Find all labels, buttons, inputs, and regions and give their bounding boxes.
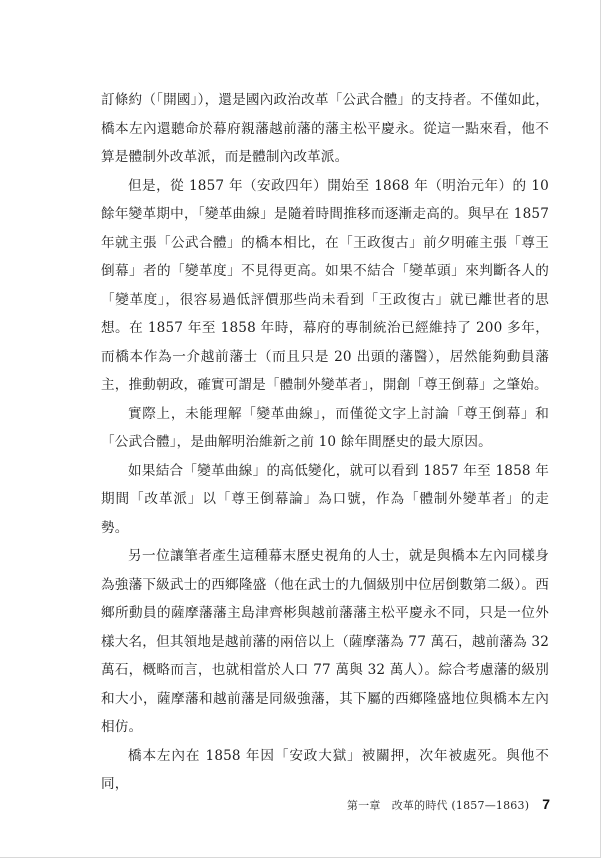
page-footer bbox=[280, 796, 550, 816]
paragraph-misunderstanding: 實際上，未能理解「變革曲線」，而僅從文字上討論「尊王倒幕」和「公武合體」，是曲解明治維新之前 10 餘年間歷史的最大原因。 bbox=[101, 405, 549, 450]
paragraph-reform-trend: 如果結合「變革曲線」的高低變化，就可以看到 1857 年至 1858 年期間「改革派」以「尊王倒幕論」為口號，作為「體制外變革者」的走勢。 bbox=[101, 462, 549, 536]
running-head: 第一章 改革的時代 (1857—1863) bbox=[346, 799, 530, 812]
body-text bbox=[101, 86, 549, 799]
page-number: 7 bbox=[542, 796, 550, 812]
paragraph-continuation: 訂條約（「開國」），還是國內政治改革「公武合體」的支持者。不僅如此，橋本左內還聽命於幕府親藩越前藩的藩主松平慶永。從這一點來看，他不算是體制外改革派，而是體制內改革派。 bbox=[101, 92, 549, 165]
paragraph-saigo-takamori: 另一位讓筆者產生這種幕末歷史視角的人士，就是與橋本左內同樣身為強藩下級武士的西鄉隆盛（他在武士的九個級別中位居倒數第二級）。西鄉所動員的薩摩藩藩主島津齊彬與越前藩藩主松平慶永不同，只是一位外樣大名，但其領地是越前藩的兩倍以上（薩摩藩為 77 萬石，越前藩為 32 萬石，概略而言，也就相當於人口 77 萬與 32 萬人）。綜合考慮藩的級別和大小，薩摩藩和越前藩是同級強藩，其下屬的西鄉隆盛地位與橋本左內相仿。 bbox=[101, 548, 549, 735]
paragraph-change-curve: 但是，從 1857 年（安政四年）開始至 1868 年（明治元年）的 10 餘年變革期中，「變革曲線」是隨着時間推移而逐漸走高的。與早在 1857 年就主張「公武合體」的橋本相比，在「王政復古」前夕明確主張「尊王倒幕」者的「變革度」不見得更高。如果不結合「變革頭」來判斷各人的「變革度」，很容易過低評價那些尚未看到「王政復古」就已離世者的思想。在 1857 年至 1858 年時，幕府的專制統治已經維持了 200 多年，而橋本作為一介越前藩士（而且只是 20 出頭的藩醫），居然能夠動員藩主，推動朝政，確實可謂是「體制外變革者」，開創「尊王倒幕」之肇始。 bbox=[101, 177, 549, 393]
paragraph-ansei-purge: 橋本左內在 1858 年因「安政大獄」被關押，次年被處死。與他不同， bbox=[101, 747, 549, 792]
